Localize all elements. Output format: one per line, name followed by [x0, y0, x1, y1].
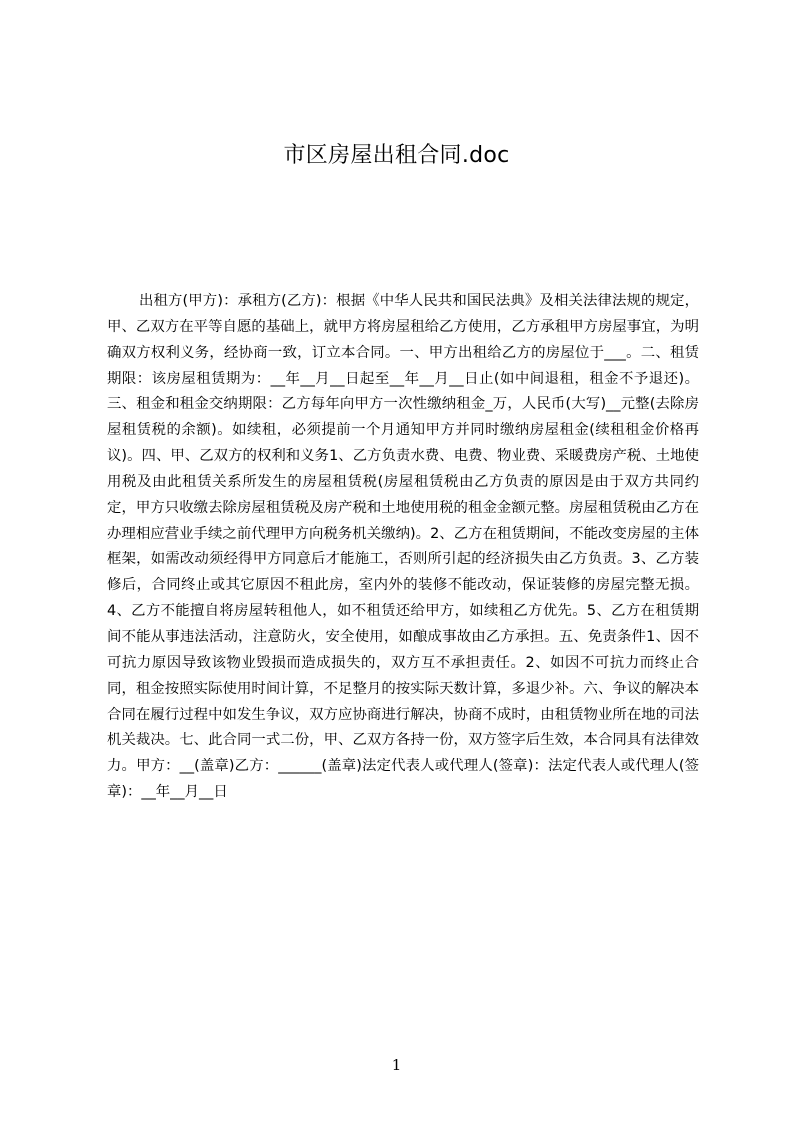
contract-body-text: 出租方(甲方)：承租方(乙方)：根据《中华人民共和国民法典》及相关法律法规的规定，甲、乙双方在平等自愿的基础上，就甲方将房屋租给乙方使用，乙方承租甲方房屋事宜，为明确双方权利义务，经协商一致，订立本合同。一、甲方出租给乙方的房屋位于___。二、租赁期限：该房屋租赁期为：__年__月__日起至__年__月__日止(如中间退租，租金不予退还)。三、租金和租金交纳期限：乙方每年向甲方一次性缴纳租金_万，人民币(大写)__元整(去除房屋租赁税的余额)。如续租，必须提前一个月通知甲方并同时缴纳房屋租金(续租租金价格再议)。四、甲、乙双方的权利和义务1、乙方负责水费、电费、物业费、采暖费房产税、土地使用税及由此租赁关系所发生的房屋租赁税(房屋租赁税由乙方负责的原因是由于双方共同约定，甲方只收缴去除房屋租赁税及房产税和土地使用税的租金金额元整。房屋租赁税由乙方在办理相应营业手续之前代理甲方向税务机关缴纳)。2、乙方在租赁期间，不能改变房屋的主体框架，如需改动须经得甲方同意后才能施工，否则所引起的经济损失由乙方负责。3、乙方装修后，合同终止或其它原因不租此房，室内外的装修不能改动，保证装修的房屋完整无损。4、乙方不能擅自将房屋转租他人，如不租赁还给甲方，如续租乙方优先。5、乙方在租赁期间不能从事违法活动，注意防火，安全使用，如酿成事故由乙方承担。五、免责条件1、因不可抗力原因导致该物业毁损而造成损失的，双方互不承担责任。2、如因不可抗力而终止合同，租金按照实际使用时间计算，不足整月的按实际天数计算，多退少补。六、争议的解决本合同在履行过程中如发生争议，双方应协商进行解决，协商不成时，由租赁物业所在地的司法机关裁决。七、此合同一式二份，甲、乙双方各持一份，双方签字后生效，本合同具有法律效力。甲方：__(盖章)乙方：______(盖章)法定代表人或代理人(签章)：法定代表人或代理人(签章)：__年__月__日: [107, 293, 699, 801]
page-number: 1: [391, 1056, 402, 1074]
document-title: 市区房屋出租合同.doc: [283, 143, 510, 168]
